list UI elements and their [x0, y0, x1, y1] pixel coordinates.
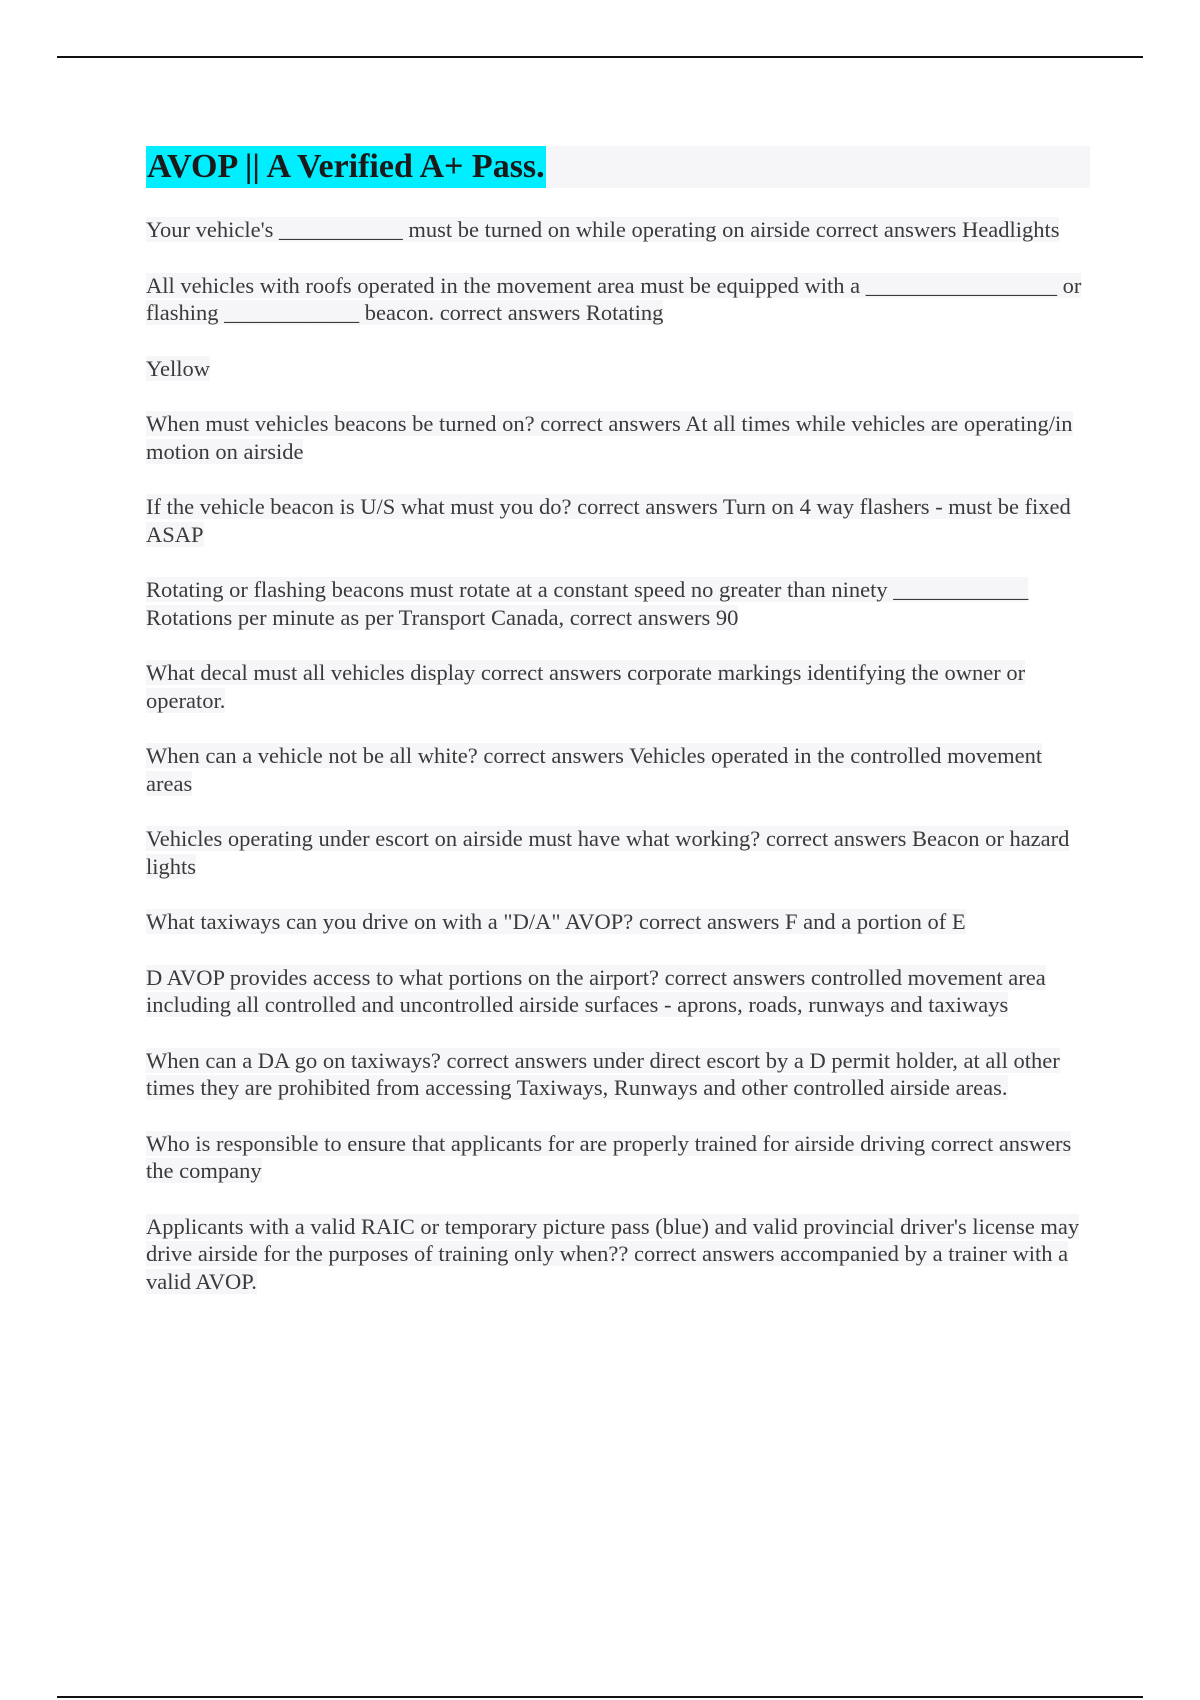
paragraph-da-escort: When can a DA go on taxiways? correct answers under direct escort by a D permit holder, at all other times they are prohibited from accessing Taxiways, Runways and other controlled airside areas. [146, 1047, 1060, 1100]
title-band [146, 146, 1090, 188]
paragraph-escort: Vehicles operating under escort on airside must have what working? correct answers Beacon or hazard lights [146, 826, 1070, 879]
paragraph-rotation-speed: Rotating or flashing beacons must rotate at a constant speed no greater than ninety ____________ Rotations per minute as per Transport Canada, correct answers 90 [146, 577, 1029, 630]
document-body [146, 146, 1090, 1323]
paragraph-white-vehicle: When can a vehicle not be all white? correct answers Vehicles operated in the controlled movement areas [146, 743, 1043, 796]
top-rule [57, 56, 1143, 58]
paragraph-yellow: Yellow [146, 355, 210, 381]
paragraph-responsibility: Who is responsible to ensure that applicants for are properly trained for airside driving correct answers the company [146, 1130, 1072, 1183]
paragraph-da-taxiways: What taxiways can you drive on with a "D/A" AVOP? correct answers F and a portion of E [146, 909, 966, 934]
paragraph-beacon-us: If the vehicle beacon is U/S what must you do? correct answers Turn on 4 way flashers - must be fixed ASAP [146, 494, 1071, 547]
paragraph-d-avop-access: D AVOP provides access to what portions on the airport? correct answers controlled movement area including all controlled and uncontrolled airside surfaces - aprons, roads, runways and taxiways [146, 964, 1046, 1017]
paragraph-training-applicants: Applicants with a valid RAIC or temporary picture pass (blue) and valid provincial driver's license may drive airside for the purposes of training only when?? correct answers accompanied by a trainer with a valid AVOP. [146, 1213, 1080, 1294]
paragraph-beacon-equipment: All vehicles with roofs operated in the movement area must be equipped with a _________________ or flashing ____________ beacon. correct answers Rotating [146, 272, 1082, 325]
paragraph-beacons-on: When must vehicles beacons be turned on? correct answers At all times while vehicles are operating/in motion on airside [146, 411, 1073, 464]
bottom-rule [57, 1696, 1143, 1698]
paragraph-decal: What decal must all vehicles display correct answers corporate markings identifying the owner or operator. [146, 660, 1026, 713]
paragraph-headlights: Your vehicle's ___________ must be turned on while operating on airside correct answers Headlights [146, 217, 1060, 242]
document-title: AVOP || A Verified A+ Pass. [146, 146, 546, 188]
